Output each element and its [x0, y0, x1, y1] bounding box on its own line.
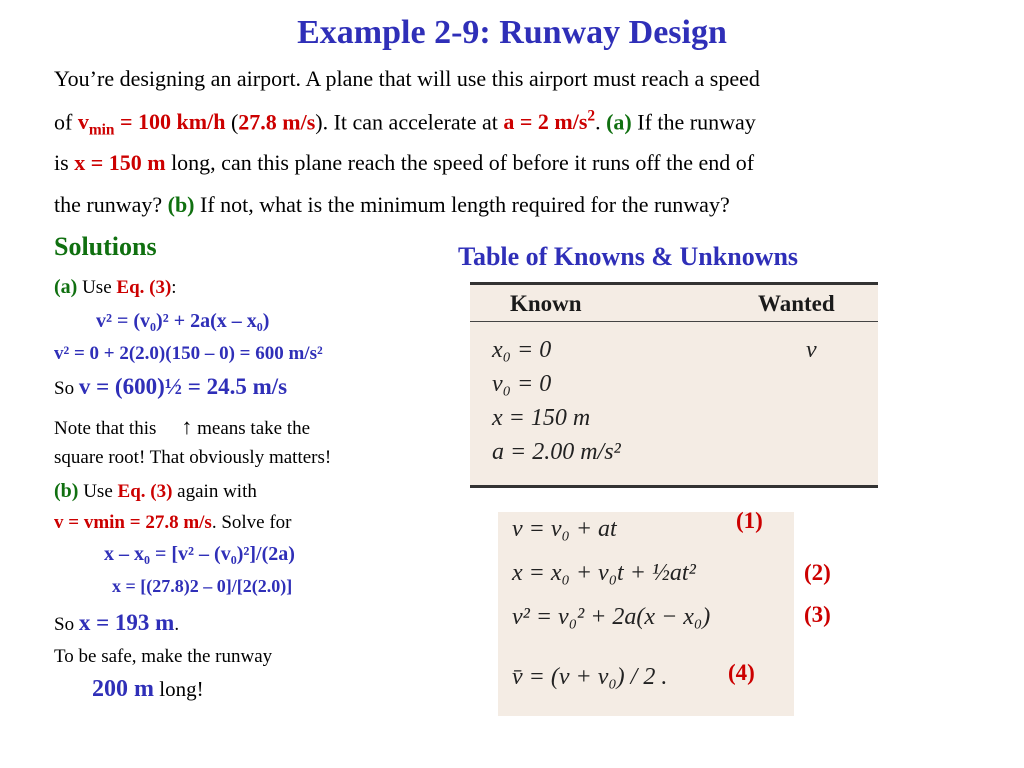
solution-text: means take the	[192, 418, 311, 439]
equation-1: v = v₀ + at	[512, 516, 617, 542]
solution-text: Note that this	[54, 418, 157, 439]
solution-text: So	[54, 614, 79, 635]
safety-line-2	[92, 676, 204, 703]
solution-a-label: (a)	[54, 276, 78, 298]
equation-3: v² = v₀² + 2a(x − x₀)	[512, 604, 711, 630]
wanted-value: v	[806, 337, 817, 363]
solution-text: .	[174, 614, 180, 635]
column-wanted: Wanted	[758, 291, 835, 316]
vmin-line	[54, 512, 292, 534]
eq-reference: Eq. (3)	[116, 277, 172, 298]
note-line-2: square root! That obviously matters!	[54, 447, 332, 468]
solution-text: Use	[78, 481, 118, 502]
known-row: v₀ = 0	[492, 371, 552, 397]
note-line-1	[54, 414, 310, 440]
equation-number-2: (2)	[804, 560, 831, 585]
equation-vsq-numeric: v² = 0 + 2(2.0)(150 – 0) = 600 m/s²	[54, 343, 323, 364]
equation-number-4: (4)	[728, 660, 755, 685]
equation-number-1: (1)	[736, 508, 763, 533]
part-b-label: (b)	[167, 192, 195, 217]
equation-substitution: x = [(27.8)2 – 0]/[2(2.0)]	[112, 576, 293, 596]
problem-line-4	[54, 192, 730, 218]
header-divider	[470, 321, 878, 322]
safety-line-1: To be safe, make the runway	[54, 646, 273, 667]
vmin-subscript: min	[88, 121, 115, 139]
accel-exponent: 2	[587, 108, 596, 125]
column-known: Known	[510, 291, 582, 316]
result-b	[54, 610, 179, 636]
solution-text: :	[171, 277, 177, 298]
solution-text: . Solve for	[211, 512, 292, 533]
solution-text: Use	[77, 277, 117, 298]
result-a-value: v = (600)½ = 24.5 m/s	[78, 374, 288, 399]
accel-value	[503, 109, 595, 134]
solution-b-intro	[54, 480, 257, 503]
result-a	[54, 374, 287, 400]
vmin-value	[77, 109, 226, 139]
solution-b-label: (b)	[54, 480, 79, 502]
problem-text: is	[54, 150, 75, 175]
result-b-value: x = 193 m	[78, 610, 175, 635]
accel-text: a = 2 m/s	[503, 109, 588, 135]
equation-displacement: x – x₀ = [v² – (v₀)²]/(2a)	[104, 543, 295, 565]
page-title: Example 2-9: Runway Design	[297, 14, 727, 51]
problem-line-2	[54, 108, 756, 140]
problem-text: If not, what is the minimum length required for the runway?	[194, 192, 730, 217]
solution-text: again with	[172, 481, 257, 502]
vmin-kmh: = 100 km/h	[114, 109, 226, 135]
known-row: x = 150 m	[492, 405, 591, 431]
problem-text: If the runway	[631, 109, 756, 135]
problem-line-3	[54, 150, 754, 176]
eq-reference: Eq. (3)	[117, 481, 173, 502]
problem-text: ). It can accelerate at	[315, 109, 504, 135]
known-row: a = 2.00 m/s²	[492, 439, 621, 465]
problem-text: (	[225, 109, 239, 135]
solution-text: long!	[154, 677, 204, 701]
up-arrow-icon: ↑	[181, 414, 193, 439]
problem-text: .	[595, 109, 607, 135]
problem-text: long, can this plane reach the speed of before it runs off the end of	[165, 150, 755, 175]
problem-text: the runway?	[54, 192, 168, 217]
equation-number-3: (3)	[804, 602, 831, 627]
runway-recommendation: 200 m	[92, 676, 154, 702]
vmin-equation: v = vmin = 27.8 m/s	[54, 512, 212, 533]
problem-line-1: You’re designing an airport. A plane that will use this airport must reach a speed	[54, 66, 760, 91]
table-heading: Table of Knowns & Unknowns	[458, 242, 799, 271]
solution-text: So	[54, 378, 79, 399]
known-row: x₀ = 0	[492, 337, 552, 363]
equation-vsq: v² = (v₀)² + 2a(x – x₀)	[96, 310, 270, 332]
problem-text: of	[54, 109, 78, 135]
vmin-ms: 27.8 m/s	[238, 109, 316, 135]
equation-2: x = x₀ + v₀t + ½at²	[512, 560, 696, 586]
runway-length: x = 150 m	[74, 150, 166, 175]
knowns-table	[470, 282, 878, 488]
solution-a-intro	[54, 276, 177, 299]
solutions-heading: Solutions	[54, 232, 157, 261]
vmin-symbol: v	[77, 109, 89, 135]
part-a-label: (a)	[606, 109, 632, 135]
equation-4: v̄ = (v + v₀) / 2 .	[512, 664, 668, 690]
